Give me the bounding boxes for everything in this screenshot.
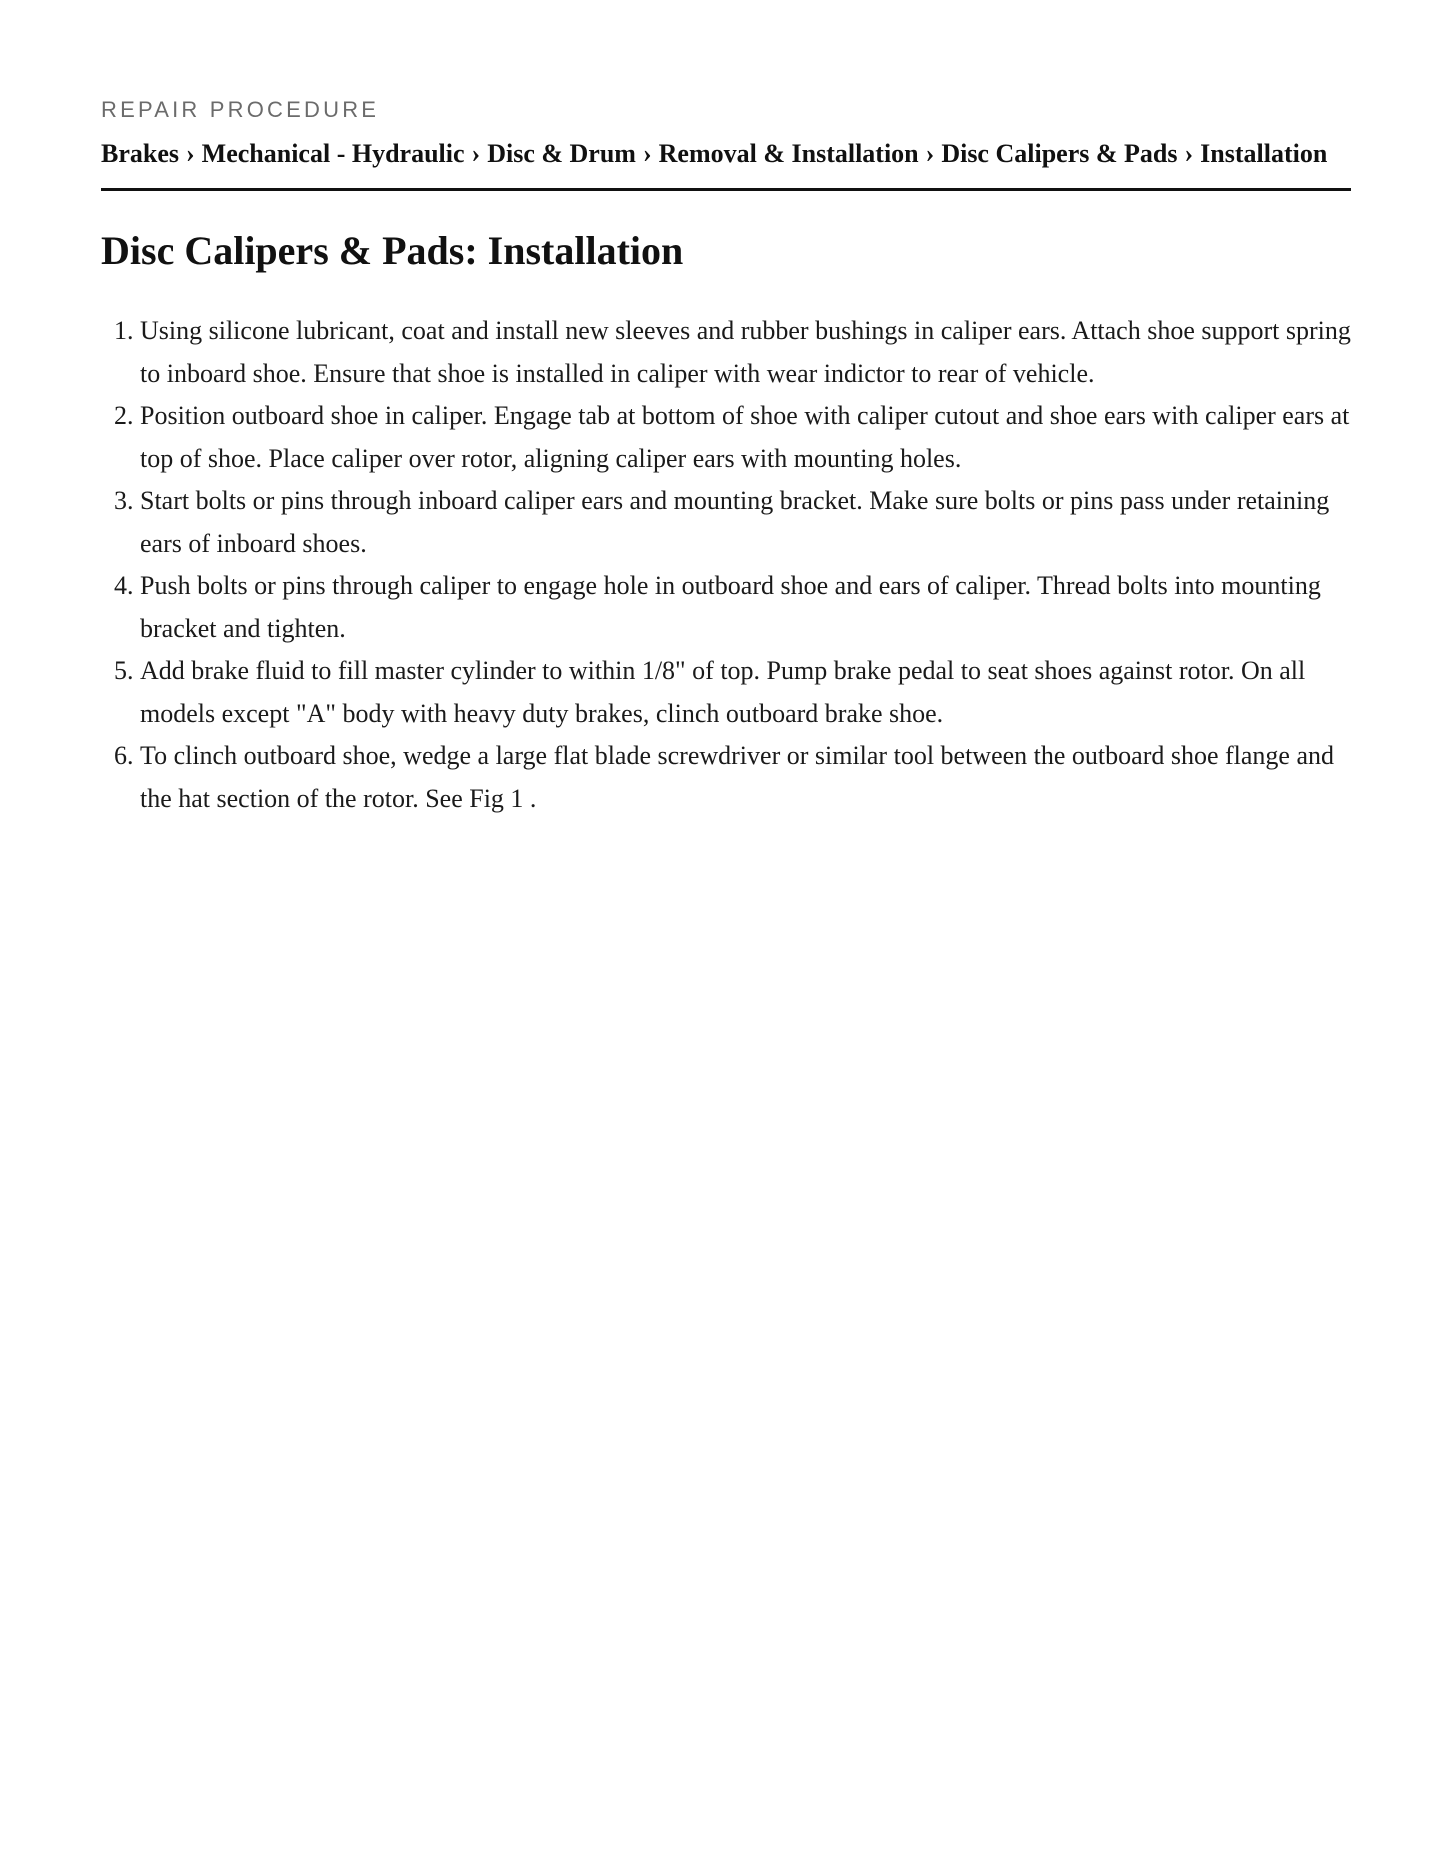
step-item: 6. To clinch outboard shoe, wedge a large flat blade screwdriver or similar tool between the outboard shoe flange and the hat section of the rotor. See Fig 1 .: [140, 735, 1351, 820]
breadcrumb-separator: ›: [925, 139, 935, 168]
breadcrumb-item-mechanical-hydraulic[interactable]: Mechanical - Hydraulic: [201, 139, 465, 168]
header-divider: [101, 188, 1351, 191]
step-item: 4. Push bolts or pins through caliper to engage hole in outboard shoe and ears of caliper. Thread bolts into mounting bracket and tighten.: [140, 565, 1351, 650]
breadcrumb-separator: ›: [186, 139, 195, 168]
step-item: 1. Using silicone lubricant, coat and install new sleeves and rubber bushings in caliper ears. Attach shoe support spring to inboard shoe. Ensure that shoe is installed in caliper with wear indictor to rear of vehicle.: [140, 310, 1351, 395]
breadcrumb-item-installation: Installation: [1200, 139, 1328, 168]
page-title: Disc Calipers & Pads: Installation: [101, 228, 684, 273]
breadcrumb-item-disc-calipers-pads[interactable]: Disc Calipers & Pads: [941, 139, 1178, 168]
step-item: 2. Position outboard shoe in caliper. Engage tab at bottom of shoe with caliper cutout and shoe ears with caliper ears at top of shoe. Place caliper over rotor, aligning caliper ears with mounting holes.: [140, 395, 1351, 480]
breadcrumb-item-disc-drum[interactable]: Disc & Drum: [487, 139, 636, 168]
breadcrumb-item-brakes[interactable]: Brakes: [101, 139, 179, 168]
breadcrumb-separator: ›: [471, 139, 481, 168]
breadcrumb-separator: ›: [642, 139, 652, 168]
breadcrumb: [101, 138, 1327, 170]
breadcrumb-separator: ›: [1184, 139, 1194, 168]
breadcrumb-item-removal-installation[interactable]: Removal & Installation: [658, 139, 919, 168]
section-eyebrow: REPAIR PROCEDURE: [101, 97, 380, 122]
procedure-steps: [101, 310, 1351, 820]
step-item: 5. Add brake fluid to fill master cylinder to within 1/8" of top. Pump brake pedal to seat shoes against rotor. On all models except "A" body with heavy duty brakes, clinch outboard brake shoe.: [140, 650, 1351, 735]
step-item: 3. Start bolts or pins through inboard caliper ears and mounting bracket. Make sure bolts or pins pass under retaining ears of inboard shoes.: [140, 480, 1351, 565]
